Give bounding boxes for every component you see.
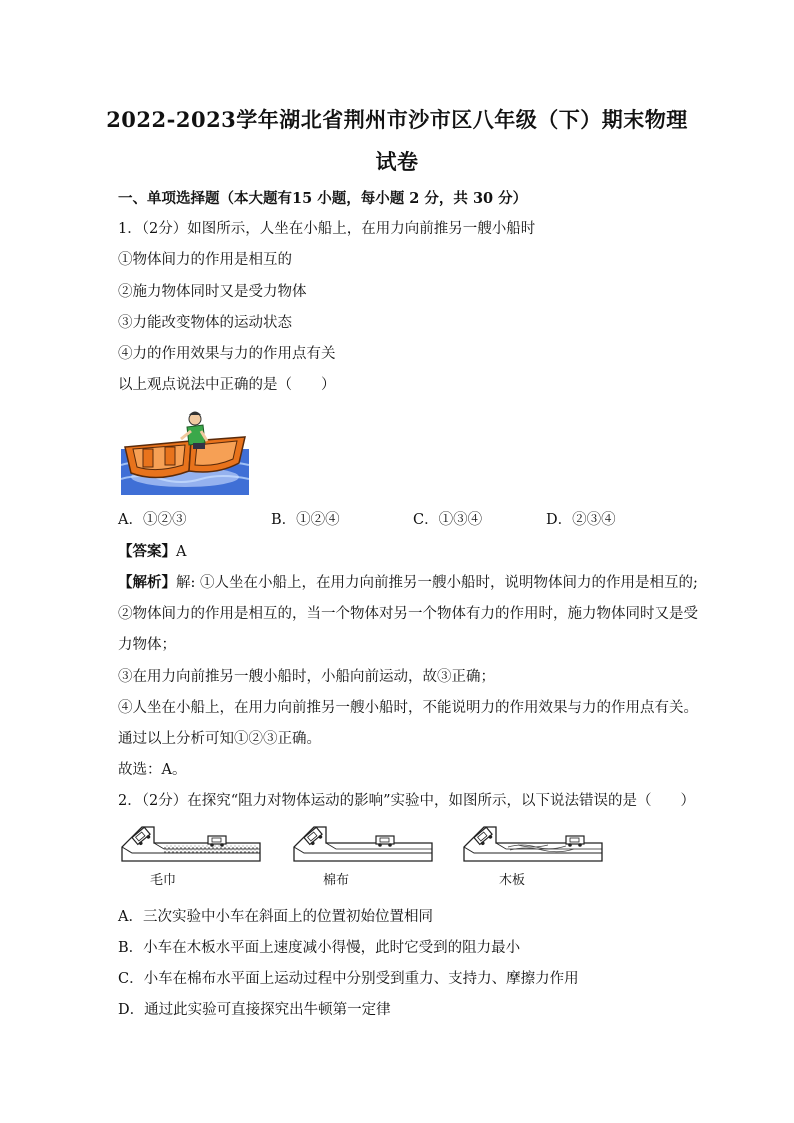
ramp-figure-cotton	[292, 823, 434, 865]
q1-point-2: ②施力物体同时又是受力物体	[118, 284, 307, 300]
q1-analysis-line-7: 故选：A。	[118, 762, 187, 778]
q1-point-1: ①物体间力的作用是相互的	[118, 252, 292, 268]
q1-analysis-line-5: ④人坐在小船上，在用力向前推另一艘小船时，不能说明力的作用效果与力的作用点有关。	[118, 700, 698, 716]
q1-question: 以上观点说法中正确的是（ ）	[118, 377, 336, 393]
q2-stem: 2．（2分）在探究“阻力对物体运动的影响”实验中，如图所示，以下说法错误的是（ ）	[118, 793, 696, 809]
q1-option-b: B．①②④	[271, 512, 340, 528]
document-title-line-2: 试卷	[375, 149, 419, 174]
analysis-text-1: 解: ①人坐在小船上，在用力向前推另一艘小船时，说明物体间力的作用是相互的;	[176, 575, 698, 591]
q1-analysis-line-3: 力物体；	[118, 637, 176, 653]
answer-value: A	[176, 544, 187, 560]
q1-answer	[118, 540, 186, 561]
q2-option-d: D．通过此实验可直接探究出牛顿第一定律	[118, 1002, 391, 1018]
analysis-tag: 【解析】	[118, 574, 176, 591]
ramp-figure-wood	[462, 823, 604, 865]
label-cotton: 棉布	[323, 873, 350, 888]
q1-option-c: C．①③④	[413, 512, 483, 528]
q1-analysis-line-6: 通过以上分析可知①②③正确。	[118, 731, 321, 747]
ramp-figure-towel	[120, 823, 262, 865]
section-heading: 一、单项选择题（本大题有15 小题，每小题 2 分，共 30 分）	[118, 190, 528, 207]
q1-analysis-line-2: ②物体间力的作用是相互的，当一个物体对另一个物体有力的作用时，施力物体同时又是受	[118, 606, 698, 622]
q2-option-b: B．小车在木板水平面上速度减小得慢，此时它受到的阻力最小	[118, 940, 521, 956]
q1-analysis-line-4: ③在用力向前推另一艘小船时，小船向前运动，故③正确；	[118, 669, 495, 685]
q1-stem: 1．（2分）如图所示，人坐在小船上，在用力向前推另一艘小船时	[118, 221, 536, 237]
q2-option-a: A．三次实验中小车在斜面上的位置初始位置相同	[118, 909, 433, 925]
document-title-line-1: 2022-2023学年湖北省荆州市沙市区八年级（下）期末物理	[106, 107, 688, 132]
q1-analysis-line-1	[118, 571, 698, 592]
q1-point-4: ④力的作用效果与力的作用点有关	[118, 346, 336, 362]
answer-tag: 【答案】	[118, 543, 176, 560]
boat-illustration	[121, 405, 249, 495]
q2-option-c: C．小车在棉布水平面上运动过程中分别受到重力、支持力、摩擦力作用	[118, 971, 579, 987]
q1-option-d: D．②③④	[546, 512, 616, 528]
q1-option-a: A．①②③	[118, 512, 187, 528]
label-towel: 毛巾	[150, 873, 177, 888]
q1-point-3: ③力能改变物体的运动状态	[118, 315, 292, 331]
label-wood: 木板	[499, 873, 526, 888]
